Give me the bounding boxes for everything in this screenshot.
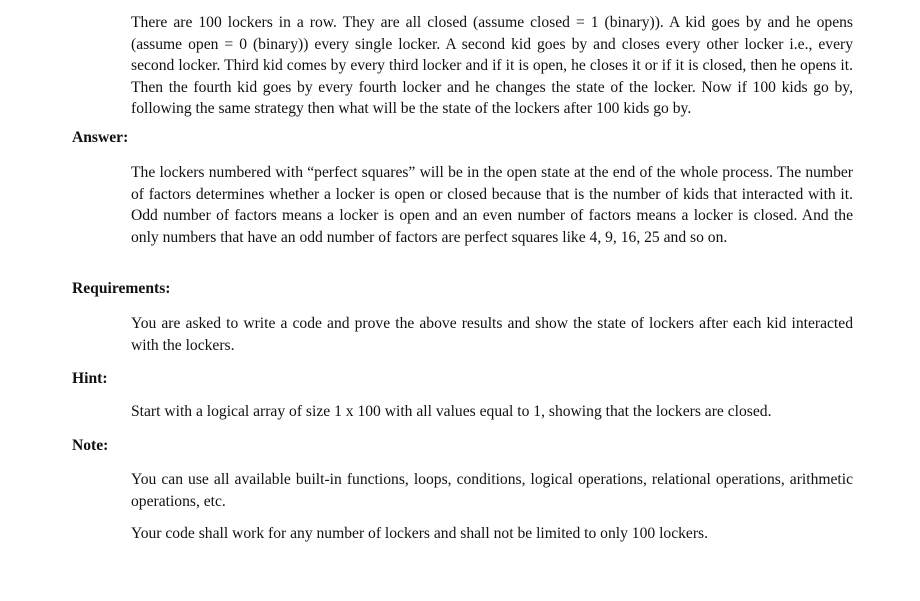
hint-text: Start with a logical array of size 1 x 100 with all values equal to 1, showing that the lockers are closed. [131,403,772,420]
answer-heading: Answer: [72,129,129,146]
note-text-2: Your code shall work for any number of lockers and shall not be limited to only 100 lockers. [131,525,709,542]
note-heading: Note: [72,437,109,454]
problem-statement: There are 100 lockers in a row. They are all closed (assume closed = 1 (binary)). A kid goes by and he opens (assume open = 0 (binary)) every single locker. A second kid goes by and closes every other locker i.e., every second locker. Third kid comes by every third locker and if it is open, he closes it or if it is closed, then he opens it. Then the fourth kid goes by every fourth locker and he changes the state of the locker. Now if 100 kids go by, following the same strategy then what will be the state of the lockers after 100 kids go by. [131,14,853,118]
answer-text: The lockers numbered with “perfect squares” will be in the open state at the end of the whole process. The number of factors determines whether a locker is open or closed because that is the number of kids that interacted with it. Odd number of factors means a locker is open and an even number of factors means a locker is closed. And the only numbers that have an odd number of factors are perfect squares like 4, 9, 16, 25 and so on. [131,164,853,246]
note-text-1: You can use all available built-in functions, loops, conditions, logical operations, relational operations, arithmetic operations, etc. [131,471,853,510]
requirements-heading: Requirements: [72,280,171,297]
requirements-text: You are asked to write a code and prove the above results and show the state of lockers after each kid interacted with the lockers. [131,315,853,354]
hint-heading: Hint: [72,370,108,387]
